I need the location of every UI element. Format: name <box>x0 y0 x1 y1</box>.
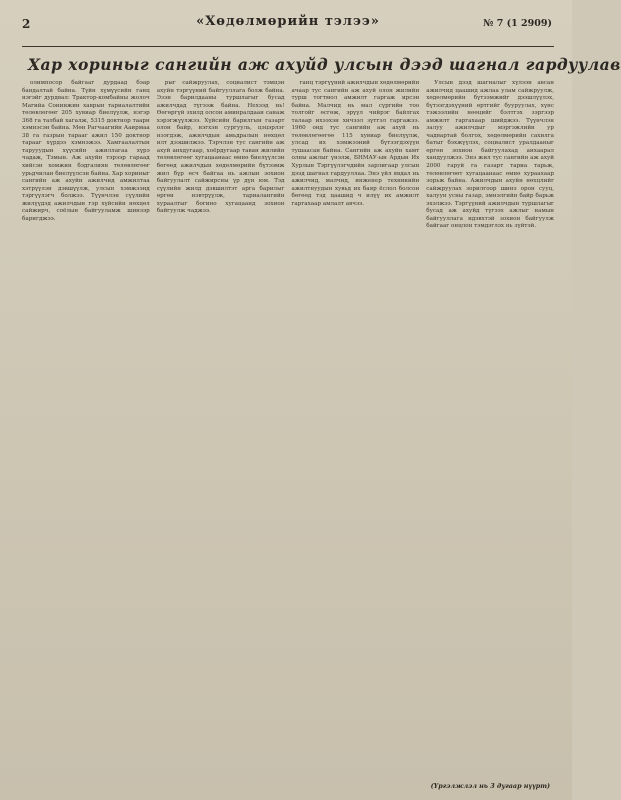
page-header <box>22 0 554 47</box>
article-columns <box>22 80 554 796</box>
article-column-1 <box>22 80 150 796</box>
column-text: олимпосор байгааг дурдаад бэар бандалтай байна. Түйн хүмүүсийн ганц нэгэйг дурдвал: Трактор-комбайны жолоч Магийа Сонинжин хаврын тариалалтийн төлөвлөгөөг 205 хувиар биелүүлж, нэгэр 368 га талбай хагалж, 5315 доктнор таарн хэмнэсэн байна. Мөн Рагчаагийн Ааирмаа 38 га газрын тарааг ажил 150 доктнор тарааг хүрдээ хэмнэжээ. Хамгаалалтын тарууудын хүүсийн ажиллагаа хүрэ чадаж, Тэмын. Аж ахуйн тэрээр гараад хийсэн хомжин бэдгалиян төлөвлөгөөг урьдчилан биелүүлсэн байна. Хар хориныг сангийн аж ахуйн ажилчид амжилтаа хэтрүүлэн дэвшүүлж, улсын хэмжээнд тэргүүлэгч болжээ. Түүнчлэн сүүлийн жилүүдэд ажилчдын гэр хүйсийн нөхцөл сайжирч, соёлын байгууламж шинээр баригджээ. <box>22 80 150 222</box>
article-column-2 <box>157 80 285 796</box>
masthead: «Хөдөлмөрийн тэлээ» <box>196 14 380 29</box>
column-text: ганц тэргүүний ажилчдын хөдөлмөрийн ачаар тус сангийн аж ахуй олон жилийн турш тогтмол амжилт гаргаж ирсэн байна. Малчид нь мал сүргийн тоо толгойг өсгөж, эрүүл чийрэг байлгах талаар ихээхэн хичээл зүтгэл гаргажээ. 1960 онд тус сангийн аж ахуй нь төлөвлөгөөгөө 115 хувиар биелүүлж, улсад их хэмжээний бүтээгдэхүүн тушаасан байна. Сангийн аж ахуйн хамт олны ажлыг үнэлж, БНМАУ-ын Ардын Их Хурлын Тэргүүлэгчдийн зарлигаар улсын дээд шагнал гардууллаа. Энэ үйл явдал нь ажилчид, малчид, инженер техникийн ажилтнуудын хувьд их баяр ёслол болсон бөгөөд тэд цаашид ч илүү их амжилт гаргахаар амлалт авчээ. <box>291 80 420 207</box>
article-column-3 <box>292 80 420 796</box>
continued-note: (Үргэлжлэл нь 3 дугаар нүүрт) <box>430 782 550 790</box>
article-column-4 <box>426 80 554 796</box>
column-text: рыг сайжруулах, социалист тэмцэн ахуйн тэргүүний байгууллага болж байна. Эзэн барилдааны туршлагыг бусад ажилчдад түгээж байна. Нехээд нь! Өөгөргүй зхилд олсон аминралдаан санаж хэрэгжүүлжээ. Хүйсийн барилгын газарт олон байр, нэгхэн сургууль, цэцэрлэг нээгдэж, ажилчдын амьдралын нөхцөл илт дээшилжээ. Тэрчлэн тус сангийн аж ахуй анхдугаар, хоёрдугаар таван жилийн төлөвлөгөөг хугацаанаас өмнө биелүүлсэн бөгөөд ажилчдын хөдөлмөрийн бүтээмж жил бүр өсч байгаа нь ажлын зохион байгуулалт сайжирсны үр дүн юм. Тэд сүүлийн жилд дэвшилтэт арга барилыг өргөн нэвтрүүлж, тариалангийн хураалтыг богино хугацаанд зохион байгуулж чаджээ. <box>156 80 285 215</box>
page-number: 2 <box>22 17 31 31</box>
column-text: Улсын дээд шагналыг хүлээн авсан ажилчид цаашид ажлаа улам сайжруулж, хөдөлмөрийн бүтээмжийг дээшлүүлэх, бүтээгдэхүүний өртгийг бууруулах, хүнс тэжээлийн нөөцийг бэлтгэх зэргээр амжилт гаргахаар шийджээ. Түүнчлэн залуу ажилчдыг мэргэжлийн ур чадвартай болгох, хөдөлмөрийн сахилга батыг бэхжүүлэх, социалист уралдааныг өргөн зохион байгуулахад анхаарал хандуулжээ. Энэ жил тус сангийн аж ахуй 2000 гаруй га газарт тариа тарьж, төлөвлөгөөт хугацаанаас өмнө хураахаар зорьж байна. Ажилчдын ахуйн нөхцлийг сайжруулах зорилгоор шинэ орон сууц, халуун усны газар, эмнэлгийн байр барьж эхэлжээ. Тэргүүний ажилчдын туршлагыг бусад аж ахуйд түгээх ажлыг намын байгууллага идэвхтэй зохион байгуулж байгааг онцлон тэмдэглэх нь зүйтэй. <box>426 80 554 230</box>
issue-number: № 7 (1 2909) <box>483 18 552 29</box>
article-headline: Хар хориныг сангийн аж ахуйд улсын дээд шагнал гардуулав <box>28 55 621 74</box>
